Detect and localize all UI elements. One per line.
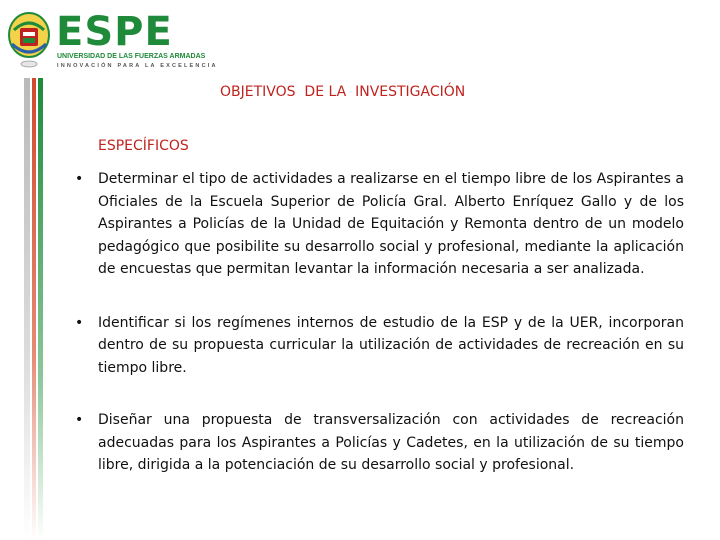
objective-item [68,168,684,281]
gray-stripe [24,78,30,540]
bullet-icon: • [75,412,84,428]
objective-text: Diseñar una propuesta de transversalización con actividades de recreación adecuadas para los Aspirantes a Policías y Cadetes, en la utilización de su tiempo libre, dirigida a la potenciación de su desarrollo social y profesional. [98,412,684,473]
logo-subtitle: UNIVERSIDAD DE LAS FUERZAS ARMADAS [57,53,206,60]
objectives-list [68,168,684,477]
university-logo [6,8,218,70]
slide-subtitle: ESPECÍFICOS [98,138,189,154]
logo-wordmark: ESPE [56,9,173,55]
red-stripe [32,78,36,540]
bullet-icon: • [75,314,84,331]
objective-item [68,409,684,477]
decorative-side-stripes [24,78,46,540]
university-crest-icon [6,8,52,70]
objective-text: Identificar si los regímenes internos de estudio de la ESP y de la UER, incorporan dentro de su propuesta curricular la utilización de actividades de recreación en su tiempo libre. [98,314,684,376]
objective-item [68,312,684,380]
logo-tagline: INNOVACIÓN PARA LA EXCELENCIA [57,63,218,69]
bullet-icon: • [75,171,84,187]
objective-text: Determinar el tipo de actividades a realizarse en el tiempo libre de los Aspirantes a Oficiales de la Escuela Superior de Policía Gral. Alberto Enríquez Gallo y de los Aspirantes a Policías de la Unidad de Equitación y Remonta dentro de un modelo pedagógico que posibilite su desarrollo social y profesional, mediante la aplicación de encuestas que permitan levantar la información necesaria a ser analizada. [98,171,684,277]
slide-title: OBJETIVOS DE LA INVESTIGACIÓN [220,84,466,100]
green-stripe [38,78,43,540]
